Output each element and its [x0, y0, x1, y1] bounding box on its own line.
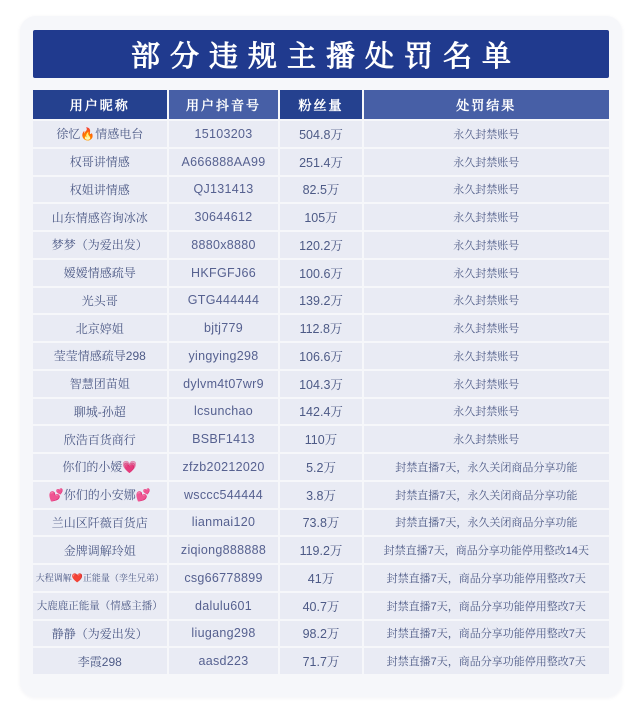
cell-punishment: 永久封禁账号	[364, 232, 609, 258]
table-row	[33, 399, 609, 425]
table-row	[33, 621, 609, 647]
cell-douyin-id: HKFGFJ66	[169, 260, 279, 286]
table-row	[33, 537, 609, 563]
cell-punishment: 封禁直播7天，永久关闭商品分享功能	[364, 510, 609, 536]
cell-nickname: 兰山区阡薇百货店	[33, 510, 167, 536]
table-row	[33, 121, 609, 147]
cell-fan-count: 98.2万	[280, 621, 361, 647]
table-row	[33, 371, 609, 397]
column-header-douyin-id: 用户抖音号	[169, 90, 279, 119]
cell-douyin-id: ziqiong888888	[169, 537, 279, 563]
cell-punishment: 封禁直播7天，永久关闭商品分享功能	[364, 482, 609, 508]
table-body	[33, 121, 609, 674]
cell-fan-count: 139.2万	[280, 288, 361, 314]
cell-douyin-id: aasd223	[169, 648, 279, 674]
cell-punishment: 封禁直播7天，商品分享功能停用整改7天	[364, 565, 609, 591]
table-row	[33, 177, 609, 203]
cell-fan-count: 82.5万	[280, 177, 361, 203]
cell-douyin-id: dylvm4t07wr9	[169, 371, 279, 397]
cell-nickname: 智慧团苗姐	[33, 371, 167, 397]
cell-douyin-id: liugang298	[169, 621, 279, 647]
cell-nickname: 金牌调解玲姐	[33, 537, 167, 563]
cell-punishment: 永久封禁账号	[364, 149, 609, 175]
cell-fan-count: 40.7万	[280, 593, 361, 619]
cell-nickname: 光头哥	[33, 288, 167, 314]
cell-nickname: 大程调解❤️正能量（孪生兄弟）	[33, 565, 167, 591]
table-row	[33, 260, 609, 286]
cell-nickname: 嫒嫒情感疏导	[33, 260, 167, 286]
cell-punishment: 永久封禁账号	[364, 288, 609, 314]
cell-douyin-id: A666888AA99	[169, 149, 279, 175]
title-banner	[33, 30, 609, 78]
cell-fan-count: 120.2万	[280, 232, 361, 258]
column-header-nickname: 用户昵称	[33, 90, 167, 119]
cell-punishment: 永久封禁账号	[364, 204, 609, 230]
cell-nickname: 徐忆🔥情感电台	[33, 121, 167, 147]
cell-fan-count: 71.7万	[280, 648, 361, 674]
cell-douyin-id: 8880x8880	[169, 232, 279, 258]
cell-nickname: 梦梦（为爱出发）	[33, 232, 167, 258]
cell-fan-count: 142.4万	[280, 399, 361, 425]
cell-nickname: 你们的小嫒💗	[33, 454, 167, 480]
cell-punishment: 永久封禁账号	[364, 399, 609, 425]
cell-fan-count: 504.8万	[280, 121, 361, 147]
table-row	[33, 593, 609, 619]
cell-punishment: 封禁直播7天，商品分享功能停用整改14天	[364, 537, 609, 563]
cell-fan-count: 104.3万	[280, 371, 361, 397]
cell-douyin-id: bjtj779	[169, 315, 279, 341]
cell-nickname: 权姐讲情感	[33, 177, 167, 203]
cell-fan-count: 119.2万	[280, 537, 361, 563]
cell-douyin-id: zfzb20212020	[169, 454, 279, 480]
cell-fan-count: 100.6万	[280, 260, 361, 286]
cell-nickname: 大鹿鹿正能量（情感主播）	[33, 593, 167, 619]
cell-punishment: 永久封禁账号	[364, 343, 609, 369]
cell-douyin-id: lianmai120	[169, 510, 279, 536]
cell-fan-count: 73.8万	[280, 510, 361, 536]
column-header-fan-count: 粉丝量	[280, 90, 361, 119]
cell-punishment: 封禁直播7天，商品分享功能停用整改7天	[364, 648, 609, 674]
cell-nickname: 李霞298	[33, 648, 167, 674]
cell-punishment: 封禁直播7天，商品分享功能停用整改7天	[364, 621, 609, 647]
cell-nickname: 静静（为爱出发）	[33, 621, 167, 647]
cell-punishment: 永久封禁账号	[364, 371, 609, 397]
table-row	[33, 565, 609, 591]
table-row	[33, 232, 609, 258]
column-header-punishment: 处罚结果	[364, 90, 609, 119]
cell-douyin-id: BSBF1413	[169, 426, 279, 452]
cell-punishment: 永久封禁账号	[364, 260, 609, 286]
table-row	[33, 149, 609, 175]
cell-nickname: 💕你们的小安娜💕	[33, 482, 167, 508]
cell-douyin-id: QJ131413	[169, 177, 279, 203]
cell-nickname: 聊城-孙超	[33, 399, 167, 425]
cell-punishment: 永久封禁账号	[364, 426, 609, 452]
table-row	[33, 288, 609, 314]
cell-douyin-id: 30644612	[169, 204, 279, 230]
announcement-card	[20, 16, 622, 697]
cell-douyin-id: csg66778899	[169, 565, 279, 591]
cell-nickname: 欣浩百货商行	[33, 426, 167, 452]
table-row	[33, 454, 609, 480]
cell-fan-count: 5.2万	[280, 454, 361, 480]
cell-fan-count: 110万	[280, 426, 361, 452]
cell-punishment: 永久封禁账号	[364, 315, 609, 341]
table-row	[33, 426, 609, 452]
cell-punishment: 永久封禁账号	[364, 121, 609, 147]
table-row	[33, 343, 609, 369]
cell-nickname: 莹莹情感疏导298	[33, 343, 167, 369]
cell-fan-count: 105万	[280, 204, 361, 230]
cell-nickname: 山东情感咨询冰冰	[33, 204, 167, 230]
cell-douyin-id: yingying298	[169, 343, 279, 369]
cell-fan-count: 3.8万	[280, 482, 361, 508]
cell-douyin-id: GTG444444	[169, 288, 279, 314]
cell-nickname: 权哥讲情感	[33, 149, 167, 175]
cell-fan-count: 251.4万	[280, 149, 361, 175]
cell-douyin-id: 15103203	[169, 121, 279, 147]
cell-punishment: 封禁直播7天，永久关闭商品分享功能	[364, 454, 609, 480]
table-row	[33, 510, 609, 536]
page-title: 部分违规主播处罚名单	[130, 40, 521, 73]
cell-fan-count: 106.6万	[280, 343, 361, 369]
cell-fan-count: 41万	[280, 565, 361, 591]
cell-punishment: 永久封禁账号	[364, 177, 609, 203]
cell-douyin-id: dalulu601	[169, 593, 279, 619]
table-header	[33, 90, 609, 119]
table-row	[33, 315, 609, 341]
cell-nickname: 北京婷姐	[33, 315, 167, 341]
cell-fan-count: 112.8万	[280, 315, 361, 341]
table-row	[33, 204, 609, 230]
cell-punishment: 封禁直播7天，商品分享功能停用整改7天	[364, 593, 609, 619]
table-row	[33, 482, 609, 508]
cell-douyin-id: lcsunchao	[169, 399, 279, 425]
table-row	[33, 648, 609, 674]
cell-douyin-id: wsccc544444	[169, 482, 279, 508]
